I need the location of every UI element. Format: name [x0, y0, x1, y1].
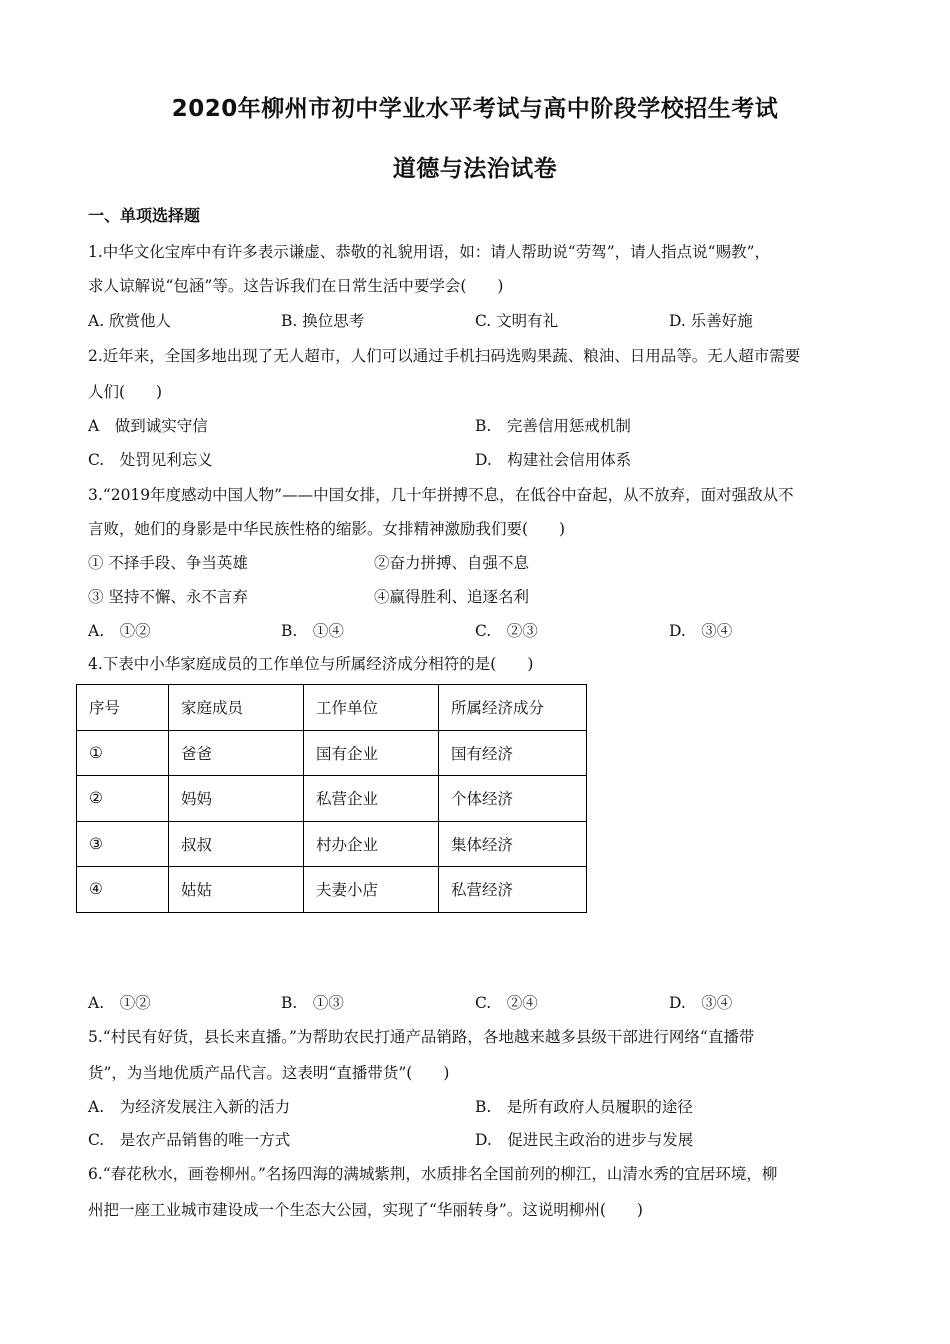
- q3-stem-line1: 3.“2019年度感动中国人物”——中国女排，几十年拼搏不息，在低谷中奋起，从不放弃，面对强敌从不: [88, 486, 794, 504]
- q3-stem-line2: 言败，她们的身影是中华民族性格的缩影。女排精神激励我们要( ): [88, 520, 566, 538]
- table-cell: 国有经济: [439, 730, 587, 776]
- table-cell: 夫妻小店: [304, 867, 439, 913]
- family-work-table: [76, 684, 587, 913]
- q5-option-c: C. 是农产品销售的唯一方式: [88, 1131, 291, 1149]
- q5-option-a: A. 为经济发展注入新的活力: [88, 1098, 291, 1116]
- q3-statement-1: ① 不择手段、争当英雄: [88, 554, 248, 572]
- q2-option-c: C. 处罚见利忘义: [88, 451, 213, 469]
- table-cell: 姑姑: [169, 867, 304, 913]
- table-header-cell: 家庭成员: [169, 685, 304, 731]
- table-cell: ②: [77, 776, 169, 822]
- q4-option-d: D. ③④: [669, 994, 733, 1012]
- q3-statement-3: ③ 坚持不懈、永不言弃: [88, 588, 248, 606]
- table-cell: 妈妈: [169, 776, 304, 822]
- table-cell: ①: [77, 730, 169, 776]
- q1-stem-line1: 1.中华文化宝库中有许多表示谦虚、恭敬的礼貌用语，如：请人帮助说“劳驾”，请人指点说“赐教”，: [88, 243, 770, 261]
- table-cell: ④: [77, 867, 169, 913]
- table-cell: ③: [77, 821, 169, 867]
- q3-option-b: B. ①④: [281, 622, 344, 640]
- q5-option-d: D. 促进民主政治的进步与发展: [475, 1131, 694, 1149]
- table-row: [77, 776, 587, 822]
- q3-option-a: A. ①②: [88, 622, 151, 640]
- q3-option-d: D. ③④: [669, 622, 733, 640]
- q1-option-a: A. 欣赏他人: [88, 312, 172, 330]
- q3-statement-4: ④赢得胜利、追逐名利: [374, 588, 530, 606]
- q2-stem-line2: 人们( ): [88, 383, 163, 401]
- table-cell: 爸爸: [169, 730, 304, 776]
- table-cell: 村办企业: [304, 821, 439, 867]
- table-header-cell: 所属经济成分: [439, 685, 587, 731]
- q3-statement-2: ②奋力拼搏、自强不息: [374, 554, 530, 572]
- q2-option-a: A 做到诚实守信: [88, 417, 208, 435]
- q3-option-c: C. ②③: [475, 622, 538, 640]
- q1-option-d: D. 乐善好施: [669, 312, 753, 330]
- q6-stem-line1: 6.“春花秋水，画卷柳州。”名扬四海的满城紫荆，水质排名全国前列的柳江，山清水秀的宜居环境，柳: [88, 1165, 778, 1183]
- q2-option-b: B. 完善信用惩戒机制: [475, 417, 631, 435]
- q1-stem-line2: 求人谅解说“包涵”等。这告诉我们在日常生活中要学会( ): [88, 277, 504, 295]
- table-cell: 集体经济: [439, 821, 587, 867]
- q4-stem: 4.下表中小华家庭成员的工作单位与所属经济成分相符的是( ): [88, 655, 534, 673]
- table-cell: 私营企业: [304, 776, 439, 822]
- q5-option-b: B. 是所有政府人员履职的途径: [475, 1098, 693, 1116]
- table-header-cell: 序号: [77, 685, 169, 731]
- q1-option-c: C. 文明有礼: [475, 312, 559, 330]
- table-cell: 个体经济: [439, 776, 587, 822]
- section-heading: 一、单项选择题: [88, 206, 201, 225]
- q4-option-c: C. ②④: [475, 994, 538, 1012]
- table-header-row: [77, 685, 587, 731]
- q5-stem-line2: 货”，为当地优质产品代言。这表明“直播带货”( ): [88, 1064, 450, 1082]
- q4-option-a: A. ①②: [88, 994, 151, 1012]
- q2-stem-line1: 2.近年来，全国多地出现了无人超市，人们可以通过手机扫码选购果蔬、粮油、日用品等。无人超市需要: [88, 347, 801, 365]
- q4-option-b: B. ①③: [281, 994, 344, 1012]
- table-row: [77, 730, 587, 776]
- table-row: [77, 821, 587, 867]
- q6-stem-line2: 州把一座工业城市建设成一个生态大公园，实现了“华丽转身”。这说明柳州( ): [88, 1201, 643, 1219]
- exam-subtitle: 道德与法治试卷: [392, 156, 558, 182]
- q2-option-d: D. 构建社会信用体系: [475, 451, 632, 469]
- table-row: [77, 867, 587, 913]
- table-header-cell: 工作单位: [304, 685, 439, 731]
- exam-title: 2020年柳州市初中学业水平考试与高中阶段学校招生考试: [171, 96, 779, 122]
- table-cell: 国有企业: [304, 730, 439, 776]
- q5-stem-line1: 5.“村民有好货，县长来直播。”为帮助农民打通产品销路，各地越来越多县级干部进行网络“直播带: [88, 1028, 755, 1046]
- table-cell: 私营经济: [439, 867, 587, 913]
- table-cell: 叔叔: [169, 821, 304, 867]
- q1-option-b: B. 换位思考: [281, 312, 365, 330]
